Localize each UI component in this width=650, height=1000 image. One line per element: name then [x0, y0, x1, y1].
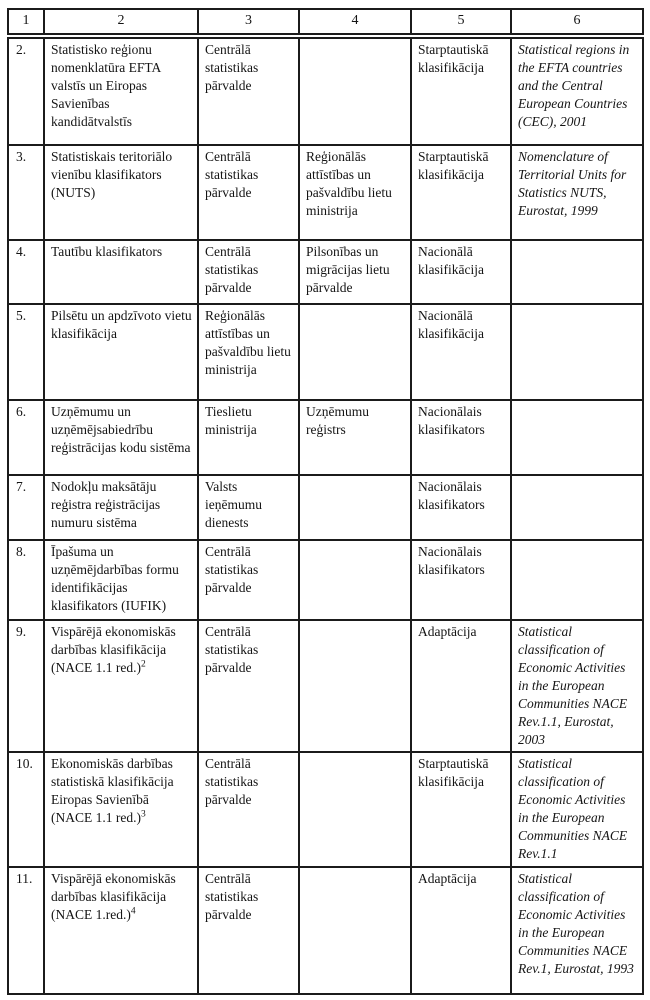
international-standard-cell — [511, 304, 643, 400]
institution-cell: Centrālā statistikas pārvalde — [198, 620, 299, 752]
table-row — [8, 240, 643, 304]
classification-title-cell — [44, 400, 198, 475]
table-row — [8, 475, 643, 540]
table-row — [8, 400, 643, 475]
international-standard-cell — [511, 240, 643, 304]
classification-title-cell — [44, 620, 198, 752]
international-standard-cell: Statistical classification of Economic Activities in the European Communities NACE Rev.1, Eurostat, 1993 — [511, 867, 643, 994]
header-cell-2: 2 — [44, 9, 198, 34]
cell-text: Vispārējā ekonomiskās darbības klasifikācija (NACE 1.1 red.) — [51, 624, 176, 675]
classification-table — [7, 37, 644, 995]
row-number-cell: 3. — [8, 145, 44, 240]
classification-title-cell — [44, 145, 198, 240]
row-number-cell: 11. — [8, 867, 44, 994]
header-row — [8, 9, 643, 34]
cell-text: Tautību klasifikators — [51, 244, 163, 259]
international-standard-cell — [511, 475, 643, 540]
classification-title-cell — [44, 304, 198, 400]
international-standard-cell: Nomenclature of Territorial Units for Statistics NUTS, Eurostat, 1999 — [511, 145, 643, 240]
footnote-ref: 2 — [140, 659, 146, 670]
institution-cell: Tieslietu ministrija — [198, 400, 299, 475]
table-header — [7, 8, 644, 35]
table-row — [8, 38, 643, 145]
row-number-cell: 10. — [8, 752, 44, 867]
classification-type-cell: Starptautiskā klasifikācija — [411, 752, 511, 867]
table-row — [8, 620, 643, 752]
classification-type-cell: Adaptācija — [411, 620, 511, 752]
co-institution-cell: Pilsonības un migrācijas lietu pārvalde — [299, 240, 411, 304]
co-institution-cell — [299, 620, 411, 752]
co-institution-cell — [299, 540, 411, 620]
classification-title-cell — [44, 240, 198, 304]
row-number-cell: 6. — [8, 400, 44, 475]
classification-type-cell: Starptautiskā klasifikācija — [411, 145, 511, 240]
co-institution-cell — [299, 475, 411, 540]
table-row — [8, 540, 643, 620]
cell-text: Nodokļu maksātāju reģistra reģistrācijas numuru sistēma — [51, 479, 161, 530]
cell-text: Statistiskais teritoriālo vienību klasifikators (NUTS) — [51, 149, 173, 200]
international-standard-cell: Statistical classification of Economic Activities in the European Communities NACE Rev.1.1 — [511, 752, 643, 867]
institution-cell: Reģionālās attīstības un pašvaldību lietu ministrija — [198, 304, 299, 400]
cell-text: Īpašuma un uzņēmējdarbības formu identifikācijas klasifikators (IUFIK) — [51, 544, 179, 613]
co-institution-cell — [299, 304, 411, 400]
table-row — [8, 867, 643, 994]
row-number-cell: 4. — [8, 240, 44, 304]
classification-type-cell: Nacionālais klasifikators — [411, 475, 511, 540]
co-institution-cell: Reģionālās attīstības un pašvaldību lietu ministrija — [299, 145, 411, 240]
cell-text: Ekonomiskās darbības statistiskā klasifikācija Eiropas Savienībā (NACE 1.1 red.) — [51, 756, 174, 825]
institution-cell: Centrālā statistikas pārvalde — [198, 38, 299, 145]
table-row — [8, 145, 643, 240]
cell-text: Vispārējā ekonomiskās darbības klasifikācija (NACE 1.red.) — [51, 871, 176, 922]
table-row — [8, 304, 643, 400]
header-cell-4: 4 — [299, 9, 411, 34]
header-cell-1: 1 — [8, 9, 44, 34]
international-standard-cell: Statistical regions in the EFTA countries and the Central European Countries (CEC), 2001 — [511, 38, 643, 145]
footnote-ref: 4 — [130, 906, 136, 917]
row-number-cell: 9. — [8, 620, 44, 752]
institution-cell: Centrālā statistikas pārvalde — [198, 145, 299, 240]
classification-title-cell — [44, 475, 198, 540]
row-number-cell: 8. — [8, 540, 44, 620]
institution-cell: Centrālā statistikas pārvalde — [198, 240, 299, 304]
classification-type-cell: Nacionālā klasifikācija — [411, 240, 511, 304]
classification-type-cell: Nacionālais klasifikators — [411, 540, 511, 620]
international-standard-cell — [511, 540, 643, 620]
classification-type-cell: Nacionālā klasifikācija — [411, 304, 511, 400]
international-standard-cell — [511, 400, 643, 475]
classification-title-cell — [44, 38, 198, 145]
co-institution-cell: Uzņēmumu reģistrs — [299, 400, 411, 475]
row-number-cell: 5. — [8, 304, 44, 400]
institution-cell: Centrālā statistikas pārvalde — [198, 867, 299, 994]
row-number-cell: 2. — [8, 38, 44, 145]
header-cell-5: 5 — [411, 9, 511, 34]
table-row — [8, 752, 643, 867]
header-cell-6: 6 — [511, 9, 643, 34]
footnote-ref: 3 — [140, 809, 146, 820]
classification-type-cell: Starptautiskā klasifikācija — [411, 38, 511, 145]
cell-text: Uzņēmumu un uzņēmējsabiedrību reģistrācijas kodu sistēma — [51, 404, 191, 455]
classification-type-cell: Adaptācija — [411, 867, 511, 994]
classification-type-cell: Nacionālais klasifikators — [411, 400, 511, 475]
institution-cell: Centrālā statistikas pārvalde — [198, 752, 299, 867]
cell-text: Pilsētu un apdzīvoto vietu klasifikācija — [51, 308, 192, 341]
co-institution-cell — [299, 752, 411, 867]
international-standard-cell: Statistical classification of Economic Activities in the European Communities NACE Rev.1.1, Eurostat, 2003 — [511, 620, 643, 752]
classification-title-cell — [44, 752, 198, 867]
row-number-cell: 7. — [8, 475, 44, 540]
co-institution-cell — [299, 867, 411, 994]
institution-cell: Valsts ieņēmumu dienests — [198, 475, 299, 540]
classification-title-cell — [44, 540, 198, 620]
co-institution-cell — [299, 38, 411, 145]
institution-cell: Centrālā statistikas pārvalde — [198, 540, 299, 620]
header-cell-3: 3 — [198, 9, 299, 34]
cell-text: Statistisko reģionu nomenklatūra EFTA valstīs un Eiropas Savienības kandidātvalstīs — [51, 42, 161, 129]
classification-title-cell — [44, 867, 198, 994]
